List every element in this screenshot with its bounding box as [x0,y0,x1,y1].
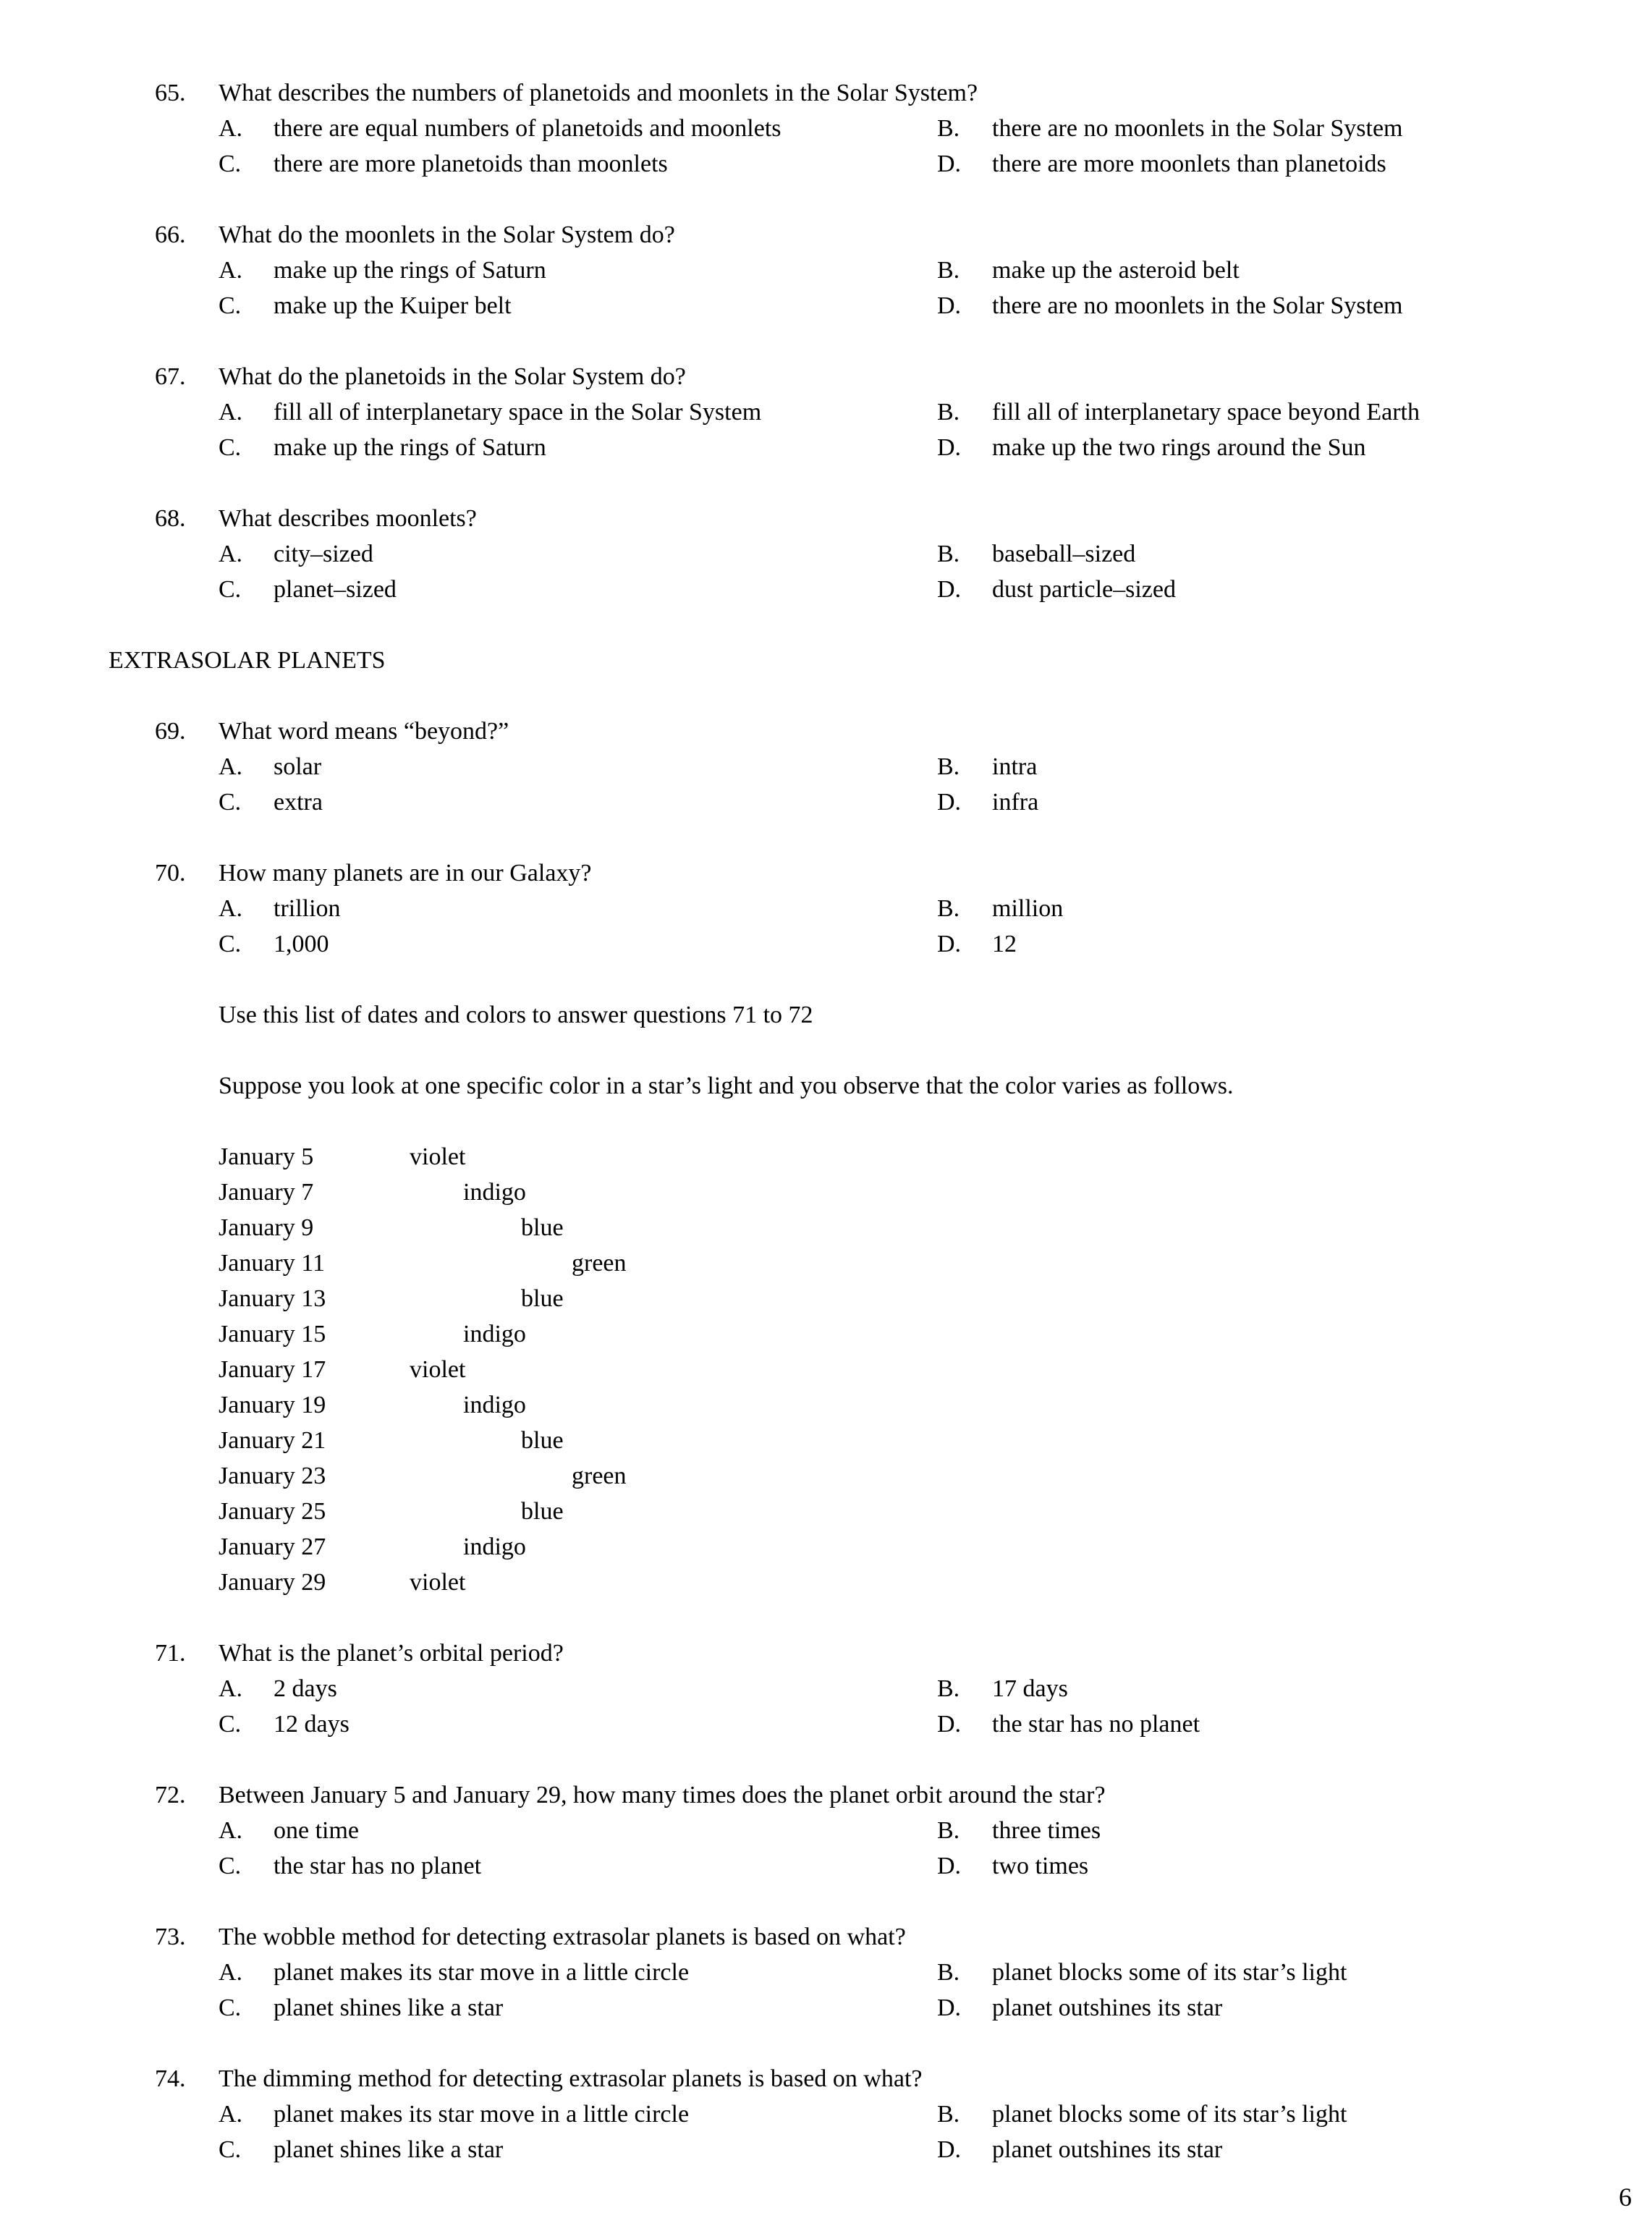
option-d [937,146,1572,182]
option-text: million [992,895,1064,922]
option-text: solar [274,753,322,780]
option-text: 2 days [274,1675,337,1702]
question-number: 72. [155,1782,186,1808]
observation-color: indigo [463,1321,526,1347]
option-b [937,111,1572,146]
option-b [937,1813,1572,1848]
option-a [219,253,937,288]
question-text: What do the planetoids in the Solar System do? [219,363,686,390]
option-text: three times [992,1817,1101,1844]
option-letter: D. [937,1994,962,2021]
page-number: 6 [1619,2183,1632,2212]
observation-color: blue [521,1427,564,1454]
question [109,1636,1572,1742]
option-c [219,784,937,820]
option-b [937,253,1572,288]
option-text: the star has no planet [274,1853,482,1879]
option-text: planet blocks some of its star’s light [992,2101,1347,2128]
option-letter: D. [937,576,962,603]
option-d [937,1990,1572,2026]
observation-color: green [572,1250,627,1277]
option-letter: A. [219,753,243,780]
options-grid [219,2097,1572,2167]
option-letter: B. [937,541,960,567]
observation-date: January 7 [219,1179,314,1206]
question-text: What describes the numbers of planetoids and moonlets in the Solar System? [219,80,978,106]
observation-row [219,1529,1572,1565]
option-text: make up the two rings around the Sun [992,434,1366,461]
observation-date: January 21 [219,1427,326,1454]
option-letter: D. [937,151,962,177]
option-a [219,891,937,926]
observation-color: indigo [463,1533,526,1560]
option-letter: C. [219,2136,242,2163]
option-letter: D. [937,292,962,319]
option-letter: A. [219,399,243,426]
question-text: The dimming method for detecting extrasolar planets is based on what? [219,2065,923,2092]
option-c [219,2132,937,2167]
option-text: two times [992,1853,1089,1879]
option-letter: D. [937,2136,962,2163]
option-letter: A. [219,895,243,922]
observation-color: blue [521,1498,564,1525]
option-d [937,926,1572,962]
option-letter: C. [219,1711,242,1738]
option-text: there are more planetoids than moonlets [274,151,668,177]
observation-date: January 9 [219,1214,314,1241]
option-letter: D. [937,1853,962,1879]
option-b [937,1955,1572,1990]
option-letter: B. [937,2101,960,2128]
observation-date: January 15 [219,1321,326,1347]
option-letter: D. [937,931,962,957]
option-text: trillion [274,895,341,922]
question-number: 67. [155,363,186,390]
options-grid [219,253,1572,323]
option-a [219,394,937,430]
option-text: planet outshines its star [992,2136,1223,2163]
question-number: 66. [155,221,186,248]
option-text: there are more moonlets than planetoids [992,151,1386,177]
option-text: make up the rings of Saturn [274,434,546,461]
option-letter: B. [937,753,960,780]
instruction-text: Use this list of dates and colors to answer questions 71 to 72 [219,1002,813,1028]
question-text: What describes moonlets? [219,505,477,532]
question-number: 65. [155,80,186,106]
observation-date: January 11 [219,1250,325,1277]
question-number: 73. [155,1924,186,1950]
observation-date: January 29 [219,1569,326,1596]
option-text: planet shines like a star [274,2136,504,2163]
option-text: planet blocks some of its star’s light [992,1959,1347,1986]
options-grid [219,1955,1572,2026]
option-text: planet shines like a star [274,1994,504,2021]
option-letter: C. [219,1994,242,2021]
question [109,501,1572,607]
option-text: planet makes its star move in a little circle [274,2101,690,2128]
observation-color: violet [410,1569,466,1596]
option-text: dust particle–sized [992,576,1176,603]
option-letter: B. [937,895,960,922]
question [109,855,1572,962]
option-text: make up the asteroid belt [992,257,1240,284]
option-a [219,536,937,572]
observation-date: January 17 [219,1356,326,1383]
option-a [219,2097,937,2132]
observation-date: January 25 [219,1498,326,1525]
option-a [219,749,937,784]
observation-row [219,1423,1572,1458]
section-heading: EXTRASOLAR PLANETS [109,647,386,674]
question-number: 70. [155,860,186,887]
question-text: What word means “beyond?” [219,718,509,745]
option-b [937,1671,1572,1706]
option-letter: A. [219,1675,243,1702]
passage-text: Suppose you look at one specific color in a star’s light and you observe that the color varies as follows. [219,1072,1234,1099]
option-text: 12 days [274,1711,350,1738]
question-number: 74. [155,2065,186,2092]
observation-color: violet [410,1356,466,1383]
option-d [937,2132,1572,2167]
option-c [219,572,937,607]
option-a [219,1955,937,1990]
option-letter: C. [219,576,242,603]
observation-date: January 13 [219,1285,326,1312]
observation-date: January 19 [219,1392,326,1418]
options-grid [219,891,1572,962]
observation-row [219,1316,1572,1352]
observation-row [219,1565,1572,1600]
observation-row [219,1494,1572,1529]
option-c [219,1848,937,1884]
option-text: intra [992,753,1038,780]
question-text: How many planets are in our Galaxy? [219,860,592,887]
question [109,2061,1572,2167]
options-grid [219,394,1572,465]
option-text: infra [992,789,1039,816]
observation-row [219,1387,1572,1423]
option-text: planet outshines its star [992,1994,1223,2021]
option-text: 1,000 [274,931,329,957]
option-letter: B. [937,257,960,284]
option-letter: A. [219,1959,243,1986]
option-text: city–sized [274,541,373,567]
option-letter: A. [219,541,243,567]
option-text: make up the rings of Saturn [274,257,546,284]
option-d [937,1706,1572,1742]
question [109,75,1572,182]
question [109,217,1572,323]
option-text: the star has no planet [992,1711,1200,1738]
observation-row [219,1210,1572,1245]
question-text: What is the planet’s orbital period? [219,1640,564,1667]
option-c [219,146,937,182]
option-letter: C. [219,1853,242,1879]
question-number: 71. [155,1640,186,1667]
observation-row [219,1352,1572,1387]
option-letter: A. [219,257,243,284]
option-text: planet–sized [274,576,397,603]
option-c [219,1706,937,1742]
observation-date: January 5 [219,1143,314,1170]
observation-row [219,1175,1572,1210]
observation-color: indigo [463,1392,526,1418]
option-letter: C. [219,292,242,319]
option-text: baseball–sized [992,541,1136,567]
option-letter: D. [937,434,962,461]
option-b [937,2097,1572,2132]
question [109,714,1572,820]
option-text: extra [274,789,323,816]
options-grid [219,1813,1572,1884]
question-text: What do the moonlets in the Solar System do? [219,221,675,248]
option-d [937,288,1572,323]
option-text: make up the Kuiper belt [274,292,512,319]
option-letter: D. [937,789,962,816]
options-grid [219,536,1572,607]
option-d [937,572,1572,607]
option-text: there are no moonlets in the Solar System [992,292,1403,319]
option-letter: C. [219,789,242,816]
options-grid [219,1671,1572,1742]
option-letter: D. [937,1711,962,1738]
option-c [219,1990,937,2026]
observation-row [219,1139,1572,1175]
question [109,1919,1572,2026]
option-c [219,288,937,323]
observation-color: indigo [463,1179,526,1206]
option-d [937,1848,1572,1884]
option-letter: B. [937,1675,960,1702]
option-c [219,430,937,465]
option-letter: B. [937,399,960,426]
question-number: 68. [155,505,186,532]
option-b [937,749,1572,784]
observation-date: January 27 [219,1533,326,1560]
option-text: fill all of interplanetary space beyond Earth [992,399,1420,426]
option-a [219,1671,937,1706]
options-grid [219,111,1572,182]
observation-color: green [572,1463,627,1489]
option-letter: C. [219,151,242,177]
option-text: one time [274,1817,360,1844]
option-letter: A. [219,1817,243,1844]
observation-color: blue [521,1285,564,1312]
option-a [219,1813,937,1848]
question [109,1777,1572,1884]
observation-row [219,1245,1572,1281]
option-letter: C. [219,434,242,461]
question-text: The wobble method for detecting extrasolar planets is based on what? [219,1924,906,1950]
option-text: planet makes its star move in a little circle [274,1959,690,1986]
option-text: 12 [992,931,1017,957]
observation-row [219,1458,1572,1494]
option-b [937,536,1572,572]
option-c [219,926,937,962]
observation-list [109,1139,1572,1600]
observation-color: blue [521,1214,564,1241]
question-text: Between January 5 and January 29, how many times does the planet orbit around the star? [219,1782,1106,1808]
option-b [937,891,1572,926]
option-letter: B. [937,1817,960,1844]
option-text: there are equal numbers of planetoids and moonlets [274,115,781,142]
observation-color: violet [410,1143,466,1170]
question [109,359,1572,465]
observation-date: January 23 [219,1463,326,1489]
option-a [219,111,937,146]
option-letter: C. [219,931,242,957]
option-b [937,394,1572,430]
option-d [937,430,1572,465]
question-number: 69. [155,718,186,745]
option-letter: B. [937,1959,960,1986]
option-text: fill all of interplanetary space in the Solar System [274,399,762,426]
option-text: there are no moonlets in the Solar System [992,115,1403,142]
option-d [937,784,1572,820]
options-grid [219,749,1572,820]
option-letter: A. [219,115,243,142]
observation-row [219,1281,1572,1316]
option-letter: A. [219,2101,243,2128]
option-letter: B. [937,115,960,142]
option-text: 17 days [992,1675,1068,1702]
